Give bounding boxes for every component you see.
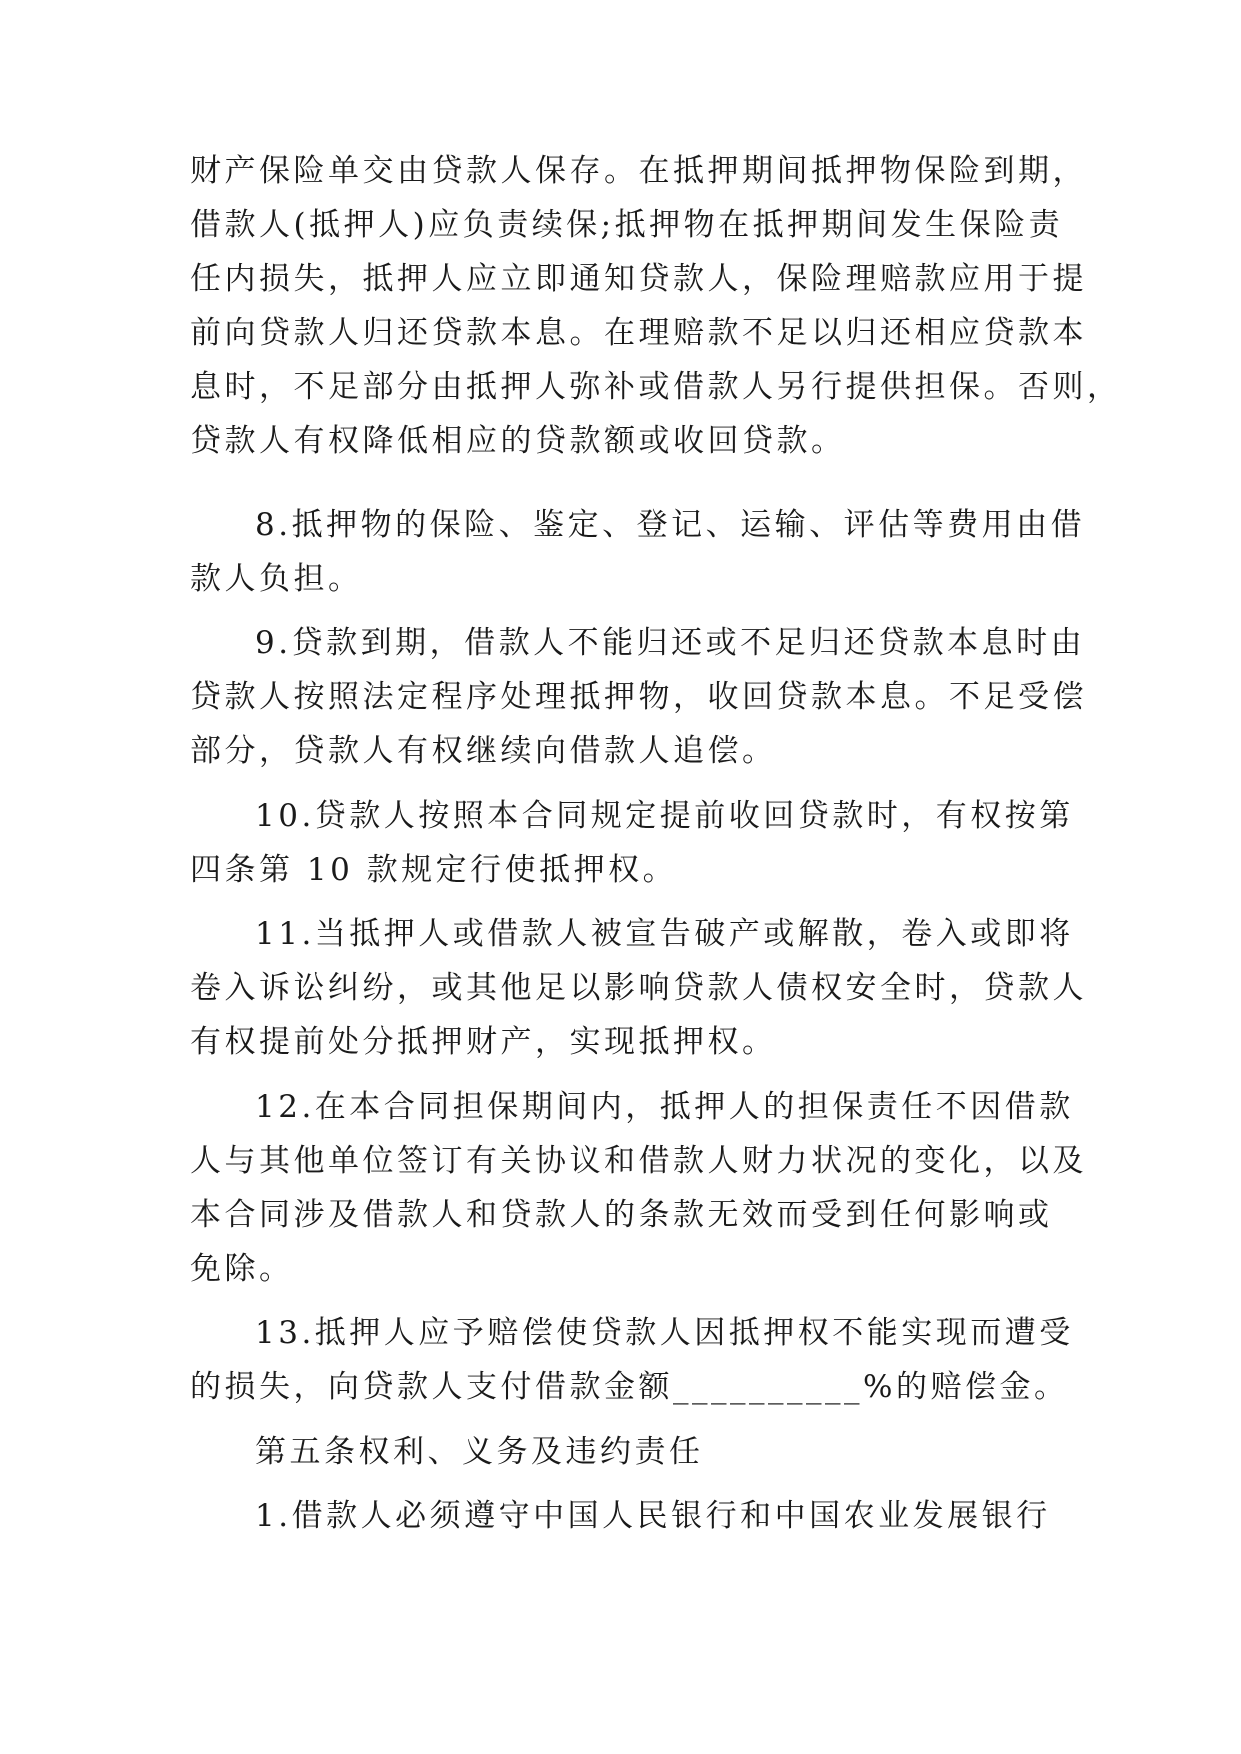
- text-line: 免除。: [190, 1251, 294, 1287]
- text-line: 前向贷款人归还贷款本息。在理赔款不足以归还相应贷款本: [190, 315, 1087, 351]
- text-line: 本合同涉及借款人和贷款人的条款无效而受到任何影响或: [190, 1197, 1053, 1233]
- clause-1: 1.借款人必须遵守中国人民银行和中国农业发展银行: [255, 1498, 1051, 1534]
- text-line: 借款人(抵押人)应负责续保;抵押物在抵押期间发生保险责: [190, 207, 1064, 243]
- text-line: 任内损失，抵押人应立即通知贷款人，保险理赔款应用于提: [190, 261, 1087, 297]
- section-heading: 第五条权利、义务及违约责任: [255, 1434, 704, 1470]
- text-line: 人与其他单位签订有关协议和借款人财力状况的变化，以及: [190, 1143, 1087, 1179]
- clause-8: 8.抵押物的保险、鉴定、登记、运输、评估等费用由借: [255, 507, 1086, 543]
- text-line: 四条第 10 款规定行使抵押权。: [190, 852, 678, 888]
- text-line: 款人负担。: [190, 561, 363, 597]
- text-line: 卷入诉讼纠纷，或其他足以影响贷款人债权安全时，贷款人: [190, 970, 1087, 1006]
- text-line: 贷款人有权降低相应的贷款额或收回贷款。: [190, 423, 846, 459]
- clause-9: 9.贷款到期，借款人不能归还或不足归还贷款本息时由: [255, 625, 1086, 661]
- text-line: 有权提前处分抵押财产，实现抵押权。: [190, 1024, 777, 1060]
- text-line: 息时，不足部分由抵押人弥补或借款人另行提供担保。否则，: [190, 369, 1122, 405]
- clause-10: 10.贷款人按照本合同规定提前收回贷款时，有权按第: [255, 798, 1074, 834]
- text-line: 的损失，向贷款人支付借款金额__________%的赔偿金。: [190, 1369, 1069, 1405]
- clause-12: 12.在本合同担保期间内，抵押人的担保责任不因借款: [255, 1089, 1074, 1125]
- text-line: 财产保险单交由贷款人保存。在抵押期间抵押物保险到期，: [190, 153, 1087, 189]
- text-line: 贷款人按照法定程序处理抵押物，收回贷款本息。不足受偿: [190, 679, 1087, 715]
- clause-13: 13.抵押人应予赔偿使贷款人因抵押权不能实现而遭受: [255, 1315, 1074, 1351]
- clause-11: 11.当抵押人或借款人被宣告破产或解散，卷入或即将: [255, 916, 1074, 952]
- text-line: 部分，贷款人有权继续向借款人追偿。: [190, 733, 777, 769]
